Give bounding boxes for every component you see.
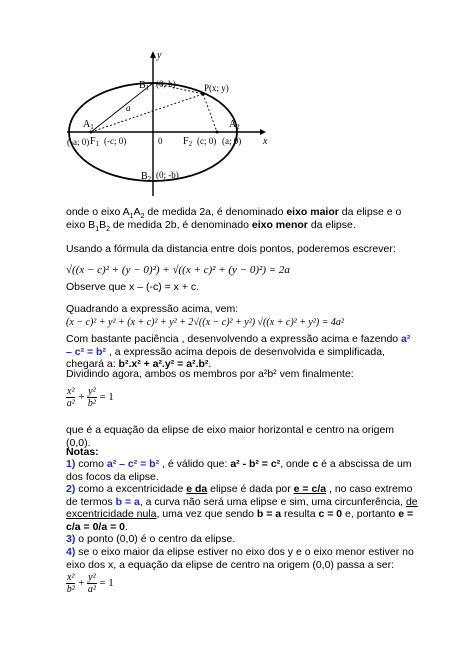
f1-label: $F_1$ xyxy=(90,136,100,148)
sub: 2 xyxy=(106,225,111,233)
equation-distance-sum: √((x − c)² + (y − 0)²) + √((x + c)² + (y − 0)²) = 2a xyxy=(66,264,290,276)
f1-coord: (-c; 0) xyxy=(104,136,127,146)
text: , a expressão acima depois de desenvolvida e simplificada, chegará a: xyxy=(66,345,385,370)
text: o ponto (0,0) é o centro da elipse. xyxy=(75,533,236,545)
text: . xyxy=(208,358,212,370)
text: como a excentricidade xyxy=(75,483,187,495)
underlined-term: de excentricidade nula xyxy=(66,495,418,520)
squaring-intro: Quadrando a expressão acima, vem: xyxy=(66,303,239,315)
distance-formula-intro: Usando a fórmula da distancia entre dois pontos, poderemos escrever: xyxy=(66,243,396,255)
b1-label: $B_1$ xyxy=(139,80,150,92)
denominator: a² xyxy=(66,398,75,409)
a1-coord: (-a; 0) xyxy=(67,137,90,147)
text: de medida 2b, é denominado xyxy=(110,218,252,231)
rhs: = 1 xyxy=(99,577,114,590)
note-number: 3) xyxy=(66,533,76,545)
fraction xyxy=(87,572,96,595)
development-text xyxy=(66,333,418,371)
text: e, portanto xyxy=(342,508,399,520)
minor-axis-term: eixo menor xyxy=(251,218,308,231)
bold-term: b = a xyxy=(256,508,282,520)
numerator: x² xyxy=(67,572,75,583)
text: A xyxy=(133,206,141,218)
fraction xyxy=(66,572,75,595)
equation-ellipse-vertical xyxy=(66,572,114,595)
equation-squared: (x − c)² + y² + (x + c)² + y² + 2√((x − c)² + y²) √((x + c)² + y²) = 4a² xyxy=(66,317,344,328)
origin-label: 0 xyxy=(158,136,163,146)
text: da elipse e o eixo B xyxy=(66,206,402,231)
bold-formula: a² - b² = c² xyxy=(230,458,281,470)
divide-text: Dividindo agora, ambos os membros por a²b² vem finalmente: xyxy=(66,368,354,380)
text: , no caso extremo de termos xyxy=(66,483,413,508)
underlined-formula: e = c/a xyxy=(293,483,327,495)
observation-text: Observe que x – (-c) = x + c. xyxy=(66,281,200,293)
denominator: a² xyxy=(87,584,96,595)
text: resulta xyxy=(281,508,319,520)
text: , a curva não será uma elipse e sim, uma circunferência, xyxy=(139,495,406,508)
numerator: x² xyxy=(67,386,75,397)
a-label: a xyxy=(126,103,131,113)
text: , é válido que: xyxy=(159,458,231,470)
denominator: b² xyxy=(66,584,75,595)
plus-sign: + xyxy=(78,577,85,590)
identity-highlight: a² – c² = b² xyxy=(66,333,411,358)
b1-coord: (0; b) xyxy=(156,79,176,89)
conclusion-text: que é a equação da elipse de eixo maior horizontal e centro na origem (0,0). xyxy=(66,424,395,449)
text: , uma vez que sendo xyxy=(156,508,257,520)
note-number: 4) xyxy=(66,546,76,558)
a2-coord: (a; 0) xyxy=(222,136,242,146)
p-label: P(x; y) xyxy=(204,83,229,93)
bold-term: c xyxy=(312,458,319,470)
segment-f1-p xyxy=(91,94,203,132)
text: . xyxy=(124,520,128,533)
text: , onde xyxy=(280,458,313,470)
x-axis-arrow xyxy=(260,129,266,135)
sub: 2 xyxy=(140,213,145,221)
b2-label: $B_2$ xyxy=(141,171,152,183)
major-axis-term: eixo maior xyxy=(286,206,339,218)
note-3 xyxy=(66,533,418,546)
numerator: y² xyxy=(88,386,96,397)
notes-title: Notas: xyxy=(66,446,99,458)
fraction xyxy=(87,386,96,409)
a1-label: $A_1$ xyxy=(83,119,94,131)
text: elipse é dada por xyxy=(207,483,294,495)
note-number: 2) xyxy=(66,483,76,495)
note-4 xyxy=(66,546,418,571)
f2-label: $F_2$ xyxy=(183,136,193,148)
axes-description xyxy=(66,206,418,231)
bold-formula: e = c/a = 0/a = 0 xyxy=(66,508,414,533)
text: como xyxy=(75,458,107,470)
text: de medida 2a, é denominado xyxy=(144,206,287,218)
b2-coord: (0; -b) xyxy=(156,170,179,180)
underlined-term: e da xyxy=(186,483,208,495)
note-2 xyxy=(66,483,418,533)
text: B xyxy=(99,218,107,231)
text: Com bastante paciência , desenvolvendo a expressão acima e fazendo xyxy=(66,333,402,345)
identity-highlight: a² – c² = b² xyxy=(106,458,160,470)
plus-sign: + xyxy=(78,391,85,404)
x-axis-label: x xyxy=(263,136,268,147)
note-number: 1) xyxy=(66,458,76,470)
equation-ellipse-horizontal xyxy=(66,386,114,409)
y-axis-label: y xyxy=(157,50,162,61)
highlight-term: b = a xyxy=(115,495,140,508)
simplified-equation: b².x² + a².y² = a².b² xyxy=(118,358,209,370)
f2-coord: (c; 0) xyxy=(197,136,217,146)
sub: 1 xyxy=(95,225,100,233)
text: onde o eixo A xyxy=(66,206,130,218)
text: se o eixo maior da elipse estiver no eixo dos y e o eixo menor estiver no eixo dos x, a equação da elipse de centro na origem (0,0) passa a ser: xyxy=(66,546,414,571)
denominator: b² xyxy=(87,398,96,409)
text: é a abscissa de um dos focos da elipse. xyxy=(66,458,412,483)
ellipse-figure xyxy=(55,40,285,200)
note-1 xyxy=(66,458,418,483)
bold-term: c = 0 xyxy=(318,508,343,520)
sub: 1 xyxy=(129,213,134,221)
point-f2 xyxy=(216,131,219,134)
fraction xyxy=(66,386,75,409)
y-axis-arrow xyxy=(150,51,156,58)
a2-label: $A_2$ xyxy=(229,119,240,131)
rhs: = 1 xyxy=(99,391,114,404)
text: da elipse. xyxy=(307,218,356,231)
numerator: y² xyxy=(88,572,96,583)
